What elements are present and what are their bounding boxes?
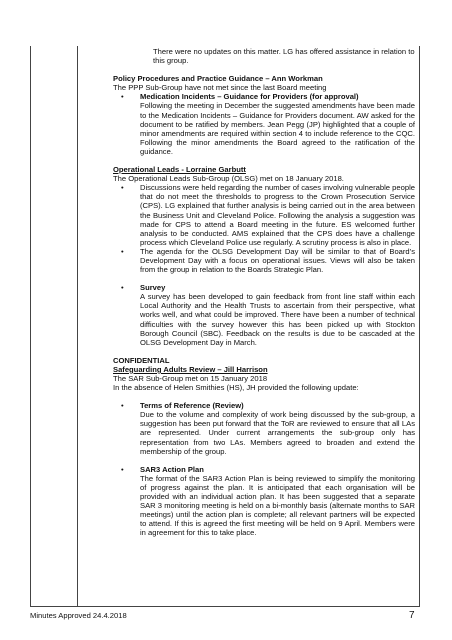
intro-paragraph: There were no updates on this matter. LG has offered assistance in relation to this group. — [153, 47, 415, 66]
sar-heading: Safeguarding Adults Review – Jill Harrison — [113, 364, 268, 374]
survey-title: Survey — [140, 283, 166, 293]
bullet-icon: • — [121, 401, 124, 411]
ppp-heading: Policy Procedures and Practice Guidance – Ann Workman — [113, 74, 323, 84]
tor-text: Due to the volume and complexity of work being discussed by the sub-group, a suggestion has been put forward that the ToR are reviewed to ensure that all LAs are represented. Under current arrangements the sub-group only has representation from two LAs. Members agreed to broaden and extend the membership of the group. — [140, 410, 415, 456]
olsg-bullet-1-text: Discussions were held regarding the number of cases involving vulnerable people that do not meet the thresholds to progress to the Crown Prosecution Service (CPS). LG explained that further analysis is being carried out in the area between the Business Unit and Cleveland Police. Following the analysis a suggestion was made for CPS to attend a Board meeting in the future. ES welcomed further analysis to be conducted. AMS explained that the CPS does have a challenge process which Cleveland Police use regularly. A scrutiny process is also in place. — [140, 183, 415, 247]
page-number: 7 — [409, 610, 415, 621]
bullet-icon: • — [121, 183, 124, 193]
table-column-divider — [77, 46, 78, 607]
bullet-icon: • — [121, 283, 124, 293]
bullet-icon: • — [121, 92, 124, 102]
bullet-icon: • — [121, 464, 124, 474]
ppp-bullet — [113, 92, 415, 156]
olsg-bullet-1 — [113, 183, 415, 247]
minutes-content — [113, 47, 415, 538]
ppp-bullet-title: Medication Incidents – Guidance for Providers (for approval) — [140, 92, 359, 102]
ppp-bullet-text: Following the meeting in December the suggested amendments have been made to the Medication Incidents – Guidance for Providers document. AW asked for the document to be ratified by members. Jean Pegg (JP) highlighted that a couple of minor amendments are required within section 4 to include reference to the CQC. Following the minor amendments the Board agreed to the ratification of the guidance. — [140, 101, 415, 156]
survey-text: A survey has been developed to gain feedback from front line staff within each Local Authority and the Health Trusts to ascertain from their perspective, what works well, and what could be improved. There have been a number of technical difficulties with the survey however this has been picked up with Stockton Borough Council (SBC). Feedback on the results is due to be cascaded at the OLSG Development Day in March. — [140, 292, 415, 347]
olsg-bullet-2-text: The agenda for the OLSG Development Day will be similar to that of Board’s Development Day with a focus on operational issues. Views will also be taken from the group in relation to the Boards Strategic Plan. — [140, 246, 415, 275]
tor-bullet — [113, 401, 415, 456]
olsg-line: The Operational Leads Sub-Group (OLSG) met on 18 January 2018. — [113, 174, 344, 184]
olsg-bullet-2 — [113, 247, 415, 274]
olsg-heading: Operational Leads - Lorraine Garbutt — [113, 165, 246, 175]
sar3-text: The format of the SAR3 Action Plan is being reviewed to simplify the monitoring of progress against the plan. It is anticipated that each organisation will be provided with an individual action plan. It has been suggested that a separate SAR 3 monitoring meeting is held on a bi-monthly basis (alternate months to SAR meetings) until the action plan is complete; all relevant partners will be expected to attend. If this is agreed the first meeting will be held on 9 April. Members were in agreement for this to take place. — [140, 473, 415, 538]
footer-approval: Minutes Approved 24.4.2018 — [30, 611, 127, 620]
ppp-line: The PPP Sub-Group have not met since the last Board meeting — [113, 83, 327, 93]
survey-bullet — [113, 283, 415, 347]
sar-line-1: The SAR Sub-Group met on 15 January 2018 — [113, 374, 268, 383]
tor-title: Terms of Reference (Review) — [140, 401, 244, 411]
sar-line-2: In the absence of Helen Smithies (HS), JH provided the following update: — [113, 383, 359, 393]
bullet-icon: • — [121, 246, 124, 256]
sar3-title: SAR3 Action Plan — [140, 464, 204, 474]
confidential-label: CONFIDENTIAL — [113, 355, 170, 365]
sar3-bullet — [113, 465, 415, 538]
